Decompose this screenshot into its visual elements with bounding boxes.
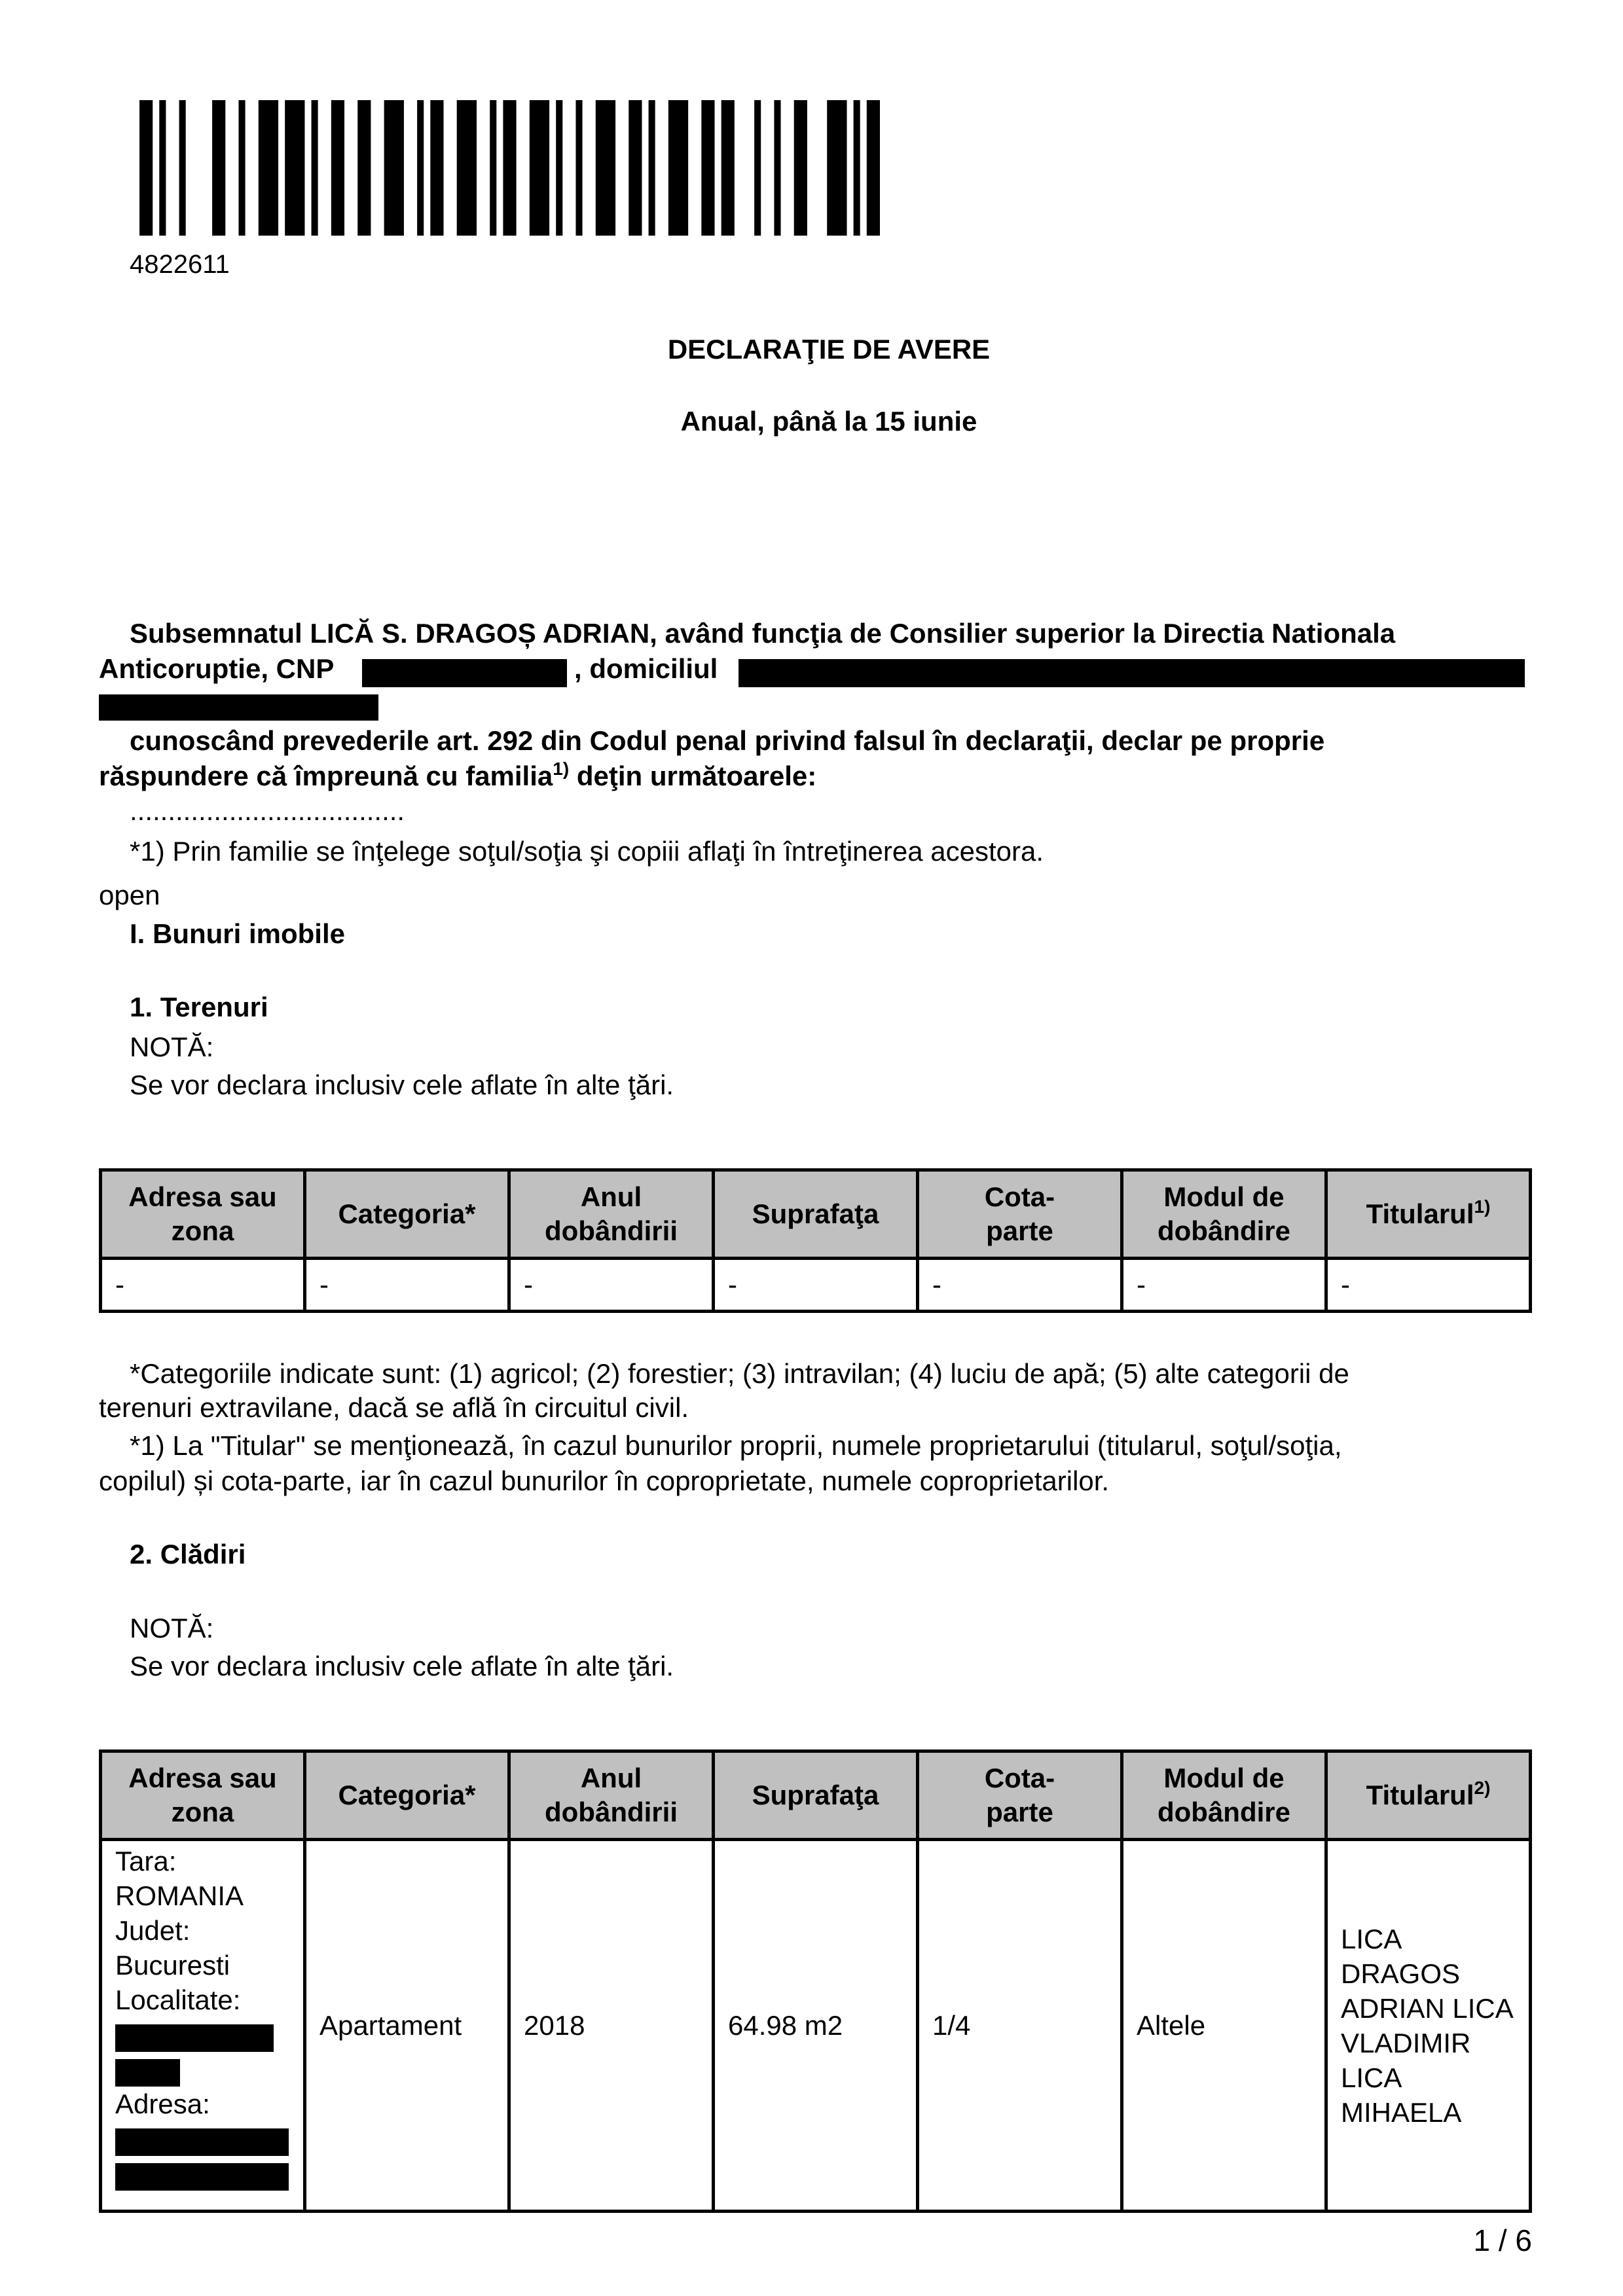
page-number: 1 / 6 <box>1473 2223 1532 2257</box>
land-header-category-label: Categoria* <box>338 1198 476 1229</box>
barcode-bar <box>179 100 186 236</box>
land-footnote-line: copilul) și cota-parte, iar în cazul bunurilor în coproprietate, numele coproprietarilor. <box>99 1465 1110 1496</box>
buildings-header-share-label: Cota- parte <box>984 1763 1055 1827</box>
land-cell-address: - <box>101 1259 305 1312</box>
buildings-cell-category: Apartament <box>305 1840 509 2212</box>
buildings-header-owner-label: Titularul <box>1366 1780 1474 1810</box>
buildings-header-category <box>305 1751 509 1840</box>
country-value: ROMANIA <box>115 1880 244 1911</box>
land-footnote-line: *Categoriile indicate sunt: (1) agricol; (2) forestier; (3) intravilan; (4) luciu de apă; (5) alte categorii de <box>130 1358 1349 1389</box>
redaction-bar-cnp <box>362 659 567 687</box>
buildings-header-owner-ref: 2) <box>1474 1778 1491 1798</box>
barcode-bar <box>629 100 642 236</box>
buildings-note-label: NOTĂ: <box>130 1613 214 1643</box>
buildings-header-year-label: Anul dobândirii <box>545 1763 678 1827</box>
barcode-bar <box>159 100 166 236</box>
buildings-header-year <box>509 1751 714 1840</box>
buildings-header-address <box>101 1751 305 1840</box>
land-title: 1. Terenuri <box>130 992 268 1022</box>
intro-line-4 <box>99 759 816 794</box>
intro-line-1: Subsemnatul LICĂ S. DRAGOȘ ADRIAN, având funcţia de Consilier superior la Directia Nationala <box>130 618 1396 649</box>
buildings-header-area <box>714 1751 918 1840</box>
buildings-header-share <box>918 1751 1122 1840</box>
redaction-bar-address <box>115 2128 289 2156</box>
buildings-cell-address <box>101 1840 305 2212</box>
barcode-bar <box>331 100 344 236</box>
barcode-bar <box>867 100 880 236</box>
redaction-bar-domicile <box>739 659 1525 687</box>
intro-line-3: cunoscând prevederile art. 292 din Codul penal privind falsul în declaraţii, declar pe proprie <box>130 725 1325 756</box>
barcode-bar <box>668 100 688 236</box>
buildings-header-acquisition <box>1122 1751 1326 1840</box>
dotted-line: .................................... <box>130 795 405 826</box>
county-value: Bucuresti <box>115 1950 230 1981</box>
land-header-acquisition-label: Modul de dobândire <box>1157 1181 1290 1246</box>
land-cell-acquisition: - <box>1122 1259 1326 1312</box>
barcode-bar <box>754 100 761 236</box>
family-note: *1) Prin familie se înţelege soţul/soţia şi copiii aflaţi în întreţinerea acestora. <box>130 836 1044 867</box>
barcode-bar <box>827 100 847 236</box>
intro-line-2-start: Anticoruptie, CNP <box>99 653 335 684</box>
barcode-bar <box>417 100 424 236</box>
buildings-cell-share: 1/4 <box>918 1840 1122 2212</box>
land-cell-category: - <box>305 1259 509 1312</box>
barcode <box>139 100 880 236</box>
barcode-bar <box>238 100 245 236</box>
table-row <box>101 1259 1531 1312</box>
land-header-area-label: Suprafaţa <box>752 1198 879 1229</box>
land-cell-owner: - <box>1326 1259 1531 1312</box>
barcode-bar <box>503 100 516 236</box>
land-cell-year: - <box>509 1259 714 1312</box>
open-marker: open <box>99 880 160 910</box>
barcode-bar <box>384 100 404 236</box>
intro-line-4-start: răspundere că împreună cu familia <box>99 761 553 791</box>
land-note-label: NOTĂ: <box>130 1031 214 1062</box>
barcode-bar <box>575 100 582 236</box>
buildings-cell-owner: LICA DRAGOS ADRIAN LICA VLADIMIR LICA MIHAELA <box>1326 1840 1531 2212</box>
barcode-bar <box>721 100 735 236</box>
barcode-bar <box>854 100 860 236</box>
family-footnote-ref: 1) <box>553 759 570 779</box>
land-header-area <box>714 1170 918 1259</box>
buildings-note-text: Se vor declara inclusiv cele aflate în alte ţări. <box>130 1651 674 1681</box>
land-header-acquisition <box>1122 1170 1326 1259</box>
land-footnote-line: *1) La "Titular" se menţionează, în cazul bunurilor proprii, numele proprietarului (titularul, soţul/soţia, <box>130 1430 1342 1461</box>
redaction-bar-domicile-cont <box>99 694 378 721</box>
land-header-share-label: Cota- parte <box>984 1181 1055 1246</box>
section-title: I. Bunuri imobile <box>130 918 346 949</box>
land-header-year-label: Anul dobândirii <box>545 1181 678 1246</box>
redaction-bar-locality <box>115 2024 274 2052</box>
redaction-bar-address-cont <box>115 2163 289 2191</box>
land-header-share <box>918 1170 1122 1259</box>
barcode-number: 4822611 <box>130 250 230 279</box>
barcode-bar <box>457 100 477 236</box>
land-footnote-line: terenuri extravilane, dacă se află în circuitul civil. <box>99 1392 689 1423</box>
intro-line-4-end: deţin următoarele: <box>569 761 817 791</box>
land-cell-area: - <box>714 1259 918 1312</box>
barcode-bar <box>430 100 443 236</box>
land-header-address-label: Adresa sau zona <box>128 1181 277 1246</box>
intro-line-2-domicile: , domiciliul <box>574 653 718 684</box>
land-header-year <box>509 1170 714 1259</box>
barcode-bar <box>794 100 807 236</box>
barcode-bar <box>259 100 278 236</box>
address-label: Adresa: <box>115 2089 210 2119</box>
land-header-owner-ref: 1) <box>1474 1196 1491 1217</box>
barcode-bar <box>701 100 714 236</box>
locality-label: Localitate: <box>115 1984 241 2015</box>
buildings-header-owner <box>1326 1751 1531 1840</box>
buildings-cell-area: 64.98 m2 <box>714 1840 918 2212</box>
barcode-bar <box>212 100 225 236</box>
buildings-header-acquisition-label: Modul de dobândire <box>1157 1763 1290 1827</box>
land-header-owner-label: Titularul <box>1366 1198 1474 1229</box>
barcode-bar <box>357 100 371 236</box>
buildings-header-category-label: Categoria* <box>338 1780 476 1810</box>
buildings-table <box>99 1749 1532 2213</box>
buildings-table-header-row <box>101 1751 1531 1840</box>
buildings-title: 2. Clădiri <box>130 1539 246 1570</box>
county-label: Judet: <box>115 1915 191 1946</box>
country-label: Tara: <box>115 1846 177 1876</box>
redaction-bar-locality-cont <box>115 2059 180 2087</box>
barcode-bar <box>596 100 615 236</box>
buildings-cell-year: 2018 <box>509 1840 714 2212</box>
land-header-category <box>305 1170 509 1259</box>
barcode-bar <box>312 100 318 236</box>
buildings-header-address-label: Adresa sau zona <box>128 1763 277 1827</box>
barcode-bar <box>530 100 549 236</box>
buildings-header-area-label: Suprafaţa <box>752 1780 879 1810</box>
land-cell-share: - <box>918 1259 1122 1312</box>
land-table <box>99 1168 1532 1313</box>
barcode-bar <box>774 100 780 236</box>
table-row <box>101 1840 1531 2212</box>
barcode-bar <box>556 100 562 236</box>
buildings-cell-acquisition: Altele <box>1122 1840 1326 2212</box>
barcode-bar <box>649 100 655 236</box>
barcode-bar <box>490 100 496 236</box>
land-table-header-row <box>101 1170 1531 1259</box>
barcode-bar <box>285 100 304 236</box>
land-note-text: Se vor declara inclusiv cele aflate în alte ţări. <box>130 1069 674 1100</box>
barcode-bar <box>139 100 153 236</box>
document-subtitle: Anual, până la 15 iunie <box>680 406 977 437</box>
land-header-address <box>101 1170 305 1259</box>
land-header-owner <box>1326 1170 1531 1259</box>
document-title: DECLARAŢIE DE AVERE <box>667 334 991 365</box>
